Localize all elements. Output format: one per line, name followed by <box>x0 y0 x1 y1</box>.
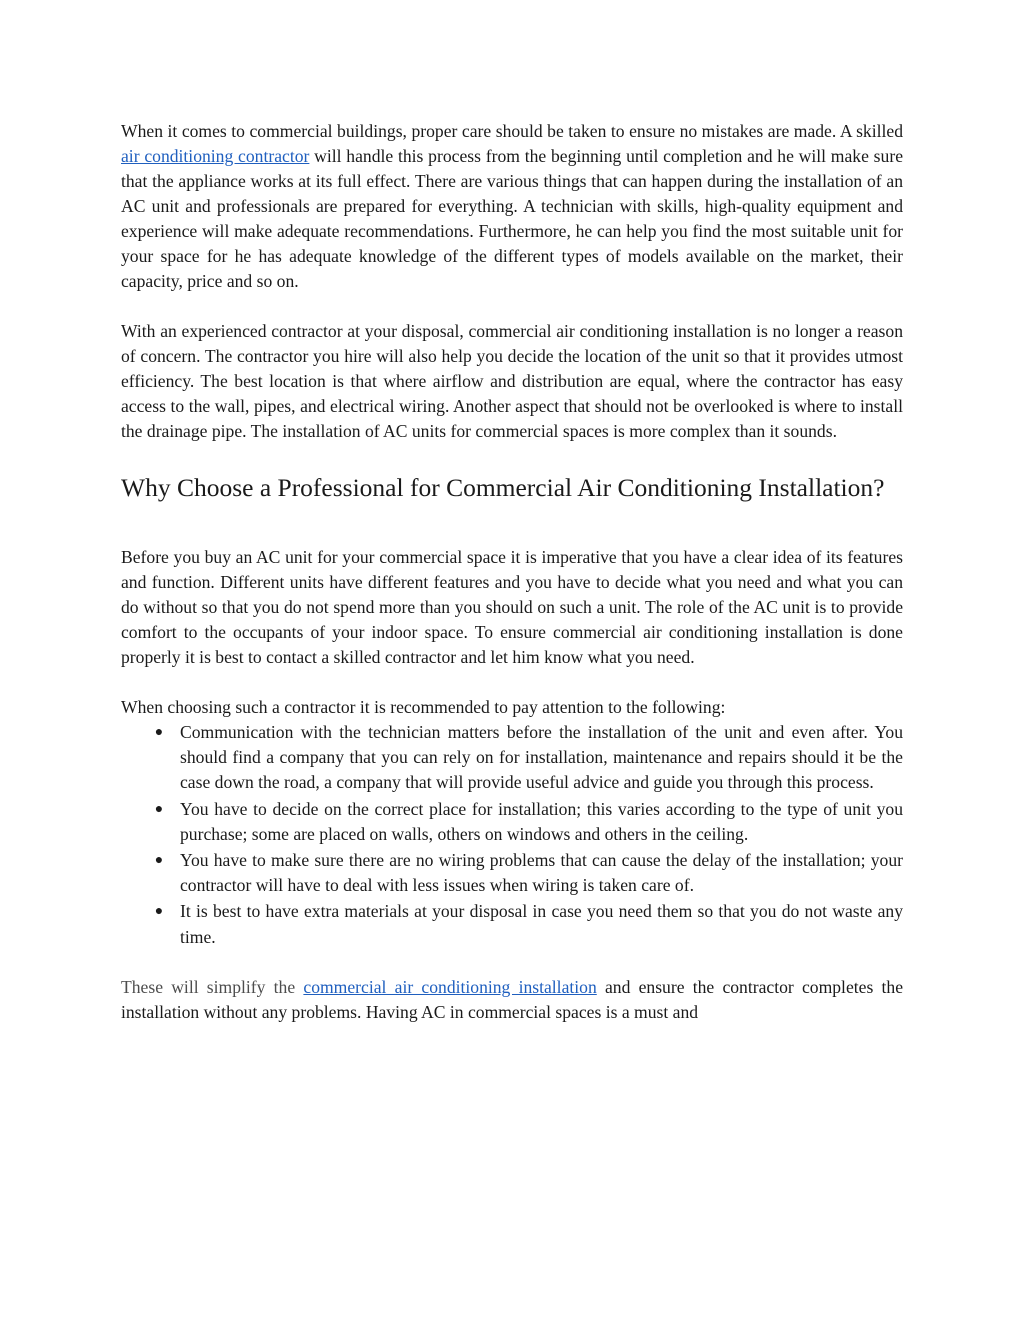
paragraph-before-you-buy: Before you buy an AC unit for your commercial space it is imperative that you have a clear idea of its features and function. Different units have different features and you have to decide what you need and what you can do without so that you do not spend more than you should on such a unit. The role of the AC unit is to provide comfort to the occupants of your indoor space. To ensure commercial air conditioning installation is done properly it is best to contact a skilled contractor and let him know what you need. <box>121 547 903 667</box>
bullet-icon: ● <box>154 904 164 920</box>
paragraph-experienced-contractor: With an experienced contractor at your disposal, commercial air conditioning installation is no longer a reason of concern. The contractor you hire will also help you decide the location of the unit so that it provides utmost efficiency. The best location is that where airflow and distribution are equal, where the contractor has easy access to the wall, pipes, and electrical wiring. Another aspect that should not be overlooked is where to install the drainage pipe. The installation of AC units for commercial spaces is more complex than it sounds. <box>121 321 903 441</box>
list-item <box>154 899 903 949</box>
paragraph-conclusion-text-start: These will simplify the <box>121 976 304 997</box>
air-conditioning-contractor-link[interactable]: air conditioning contractor <box>121 146 310 166</box>
bullet-icon: ● <box>154 801 164 817</box>
paragraph-conclusion <box>121 975 903 1025</box>
bullet-icon: ● <box>154 853 164 869</box>
paragraph-conclusion-text-end: and ensure the contractor completes the installation without any problems. Having AC in commercial spaces is a must and <box>121 976 904 1022</box>
section-heading: Why Choose a Professional for Commercial Air Conditioning Installation? <box>121 473 885 502</box>
document-page <box>121 119 903 1025</box>
paragraph-intro-text-end: will handle this process from the beginning until completion and he will make sure that the appliance works at its full effect. There are various things that can happen during the installation of an AC unit and professionals are prepared for everything. A technician with skills, high-quality equipment and experience will make adequate recommendations. Furthermore, he can help you find the most suitable unit for your space for he has adequate knowledge of the different types of models available on the market, their capacity, price and so on. <box>121 146 903 291</box>
paragraph-intro-text-start: When it comes to commercial buildings, proper care should be taken to ensure no mistakes are made. A skilled <box>121 121 903 141</box>
list-item <box>154 848 903 898</box>
commercial-air-conditioning-installation-link[interactable]: commercial air conditioning installation <box>303 976 597 997</box>
paragraph-intro <box>121 119 903 294</box>
list-item-text: Communication with the technician matters before the installation of the unit and even after. You should find a company that you can rely on for installation, maintenance and repairs should it be the case down the road, a company that will provide useful advice and guide you through this process. <box>180 722 903 793</box>
list-item <box>154 797 903 847</box>
list-intro: When choosing such a contractor it is recommended to pay attention to the following: <box>121 697 726 717</box>
list-item-text: You have to decide on the correct place for installation; this varies according to the type of unit you purchase; some are placed on walls, others on windows and others in the ceiling. <box>180 798 903 844</box>
list-item <box>154 720 903 796</box>
bullet-icon: ● <box>154 725 164 740</box>
list-item-text: You have to make sure there are no wiring problems that can cause the delay of the installation; your contractor will have to deal with less issues when wiring is taken care of. <box>180 850 903 896</box>
recommendations-list <box>121 720 903 950</box>
list-item-text: It is best to have extra materials at your disposal in case you need them so that you do not waste any time. <box>180 901 903 947</box>
